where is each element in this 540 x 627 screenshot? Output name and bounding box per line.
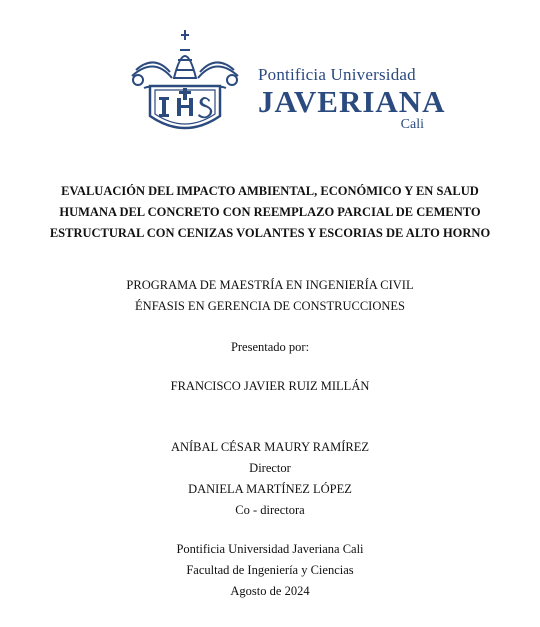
faculty-name: Facultad de Ingeniería y Ciencias xyxy=(186,563,354,577)
director-role: Director xyxy=(249,461,291,475)
author-name: FRANCISCO JAVIER RUIZ MILLÁN xyxy=(170,379,370,393)
program-name: PROGRAMA DE MAESTRÍA EN INGENIERÍA CIVIL xyxy=(126,278,414,292)
program-block xyxy=(0,275,540,317)
thesis-title-line: HUMANA DEL CONCRETO CON REEMPLAZO PARCIAL DE CEMENTO xyxy=(59,205,481,219)
presented-by-label: Presentado por: xyxy=(230,340,310,354)
director-name: ANÍBAL CÉSAR MAURY RAMÍREZ xyxy=(170,440,370,454)
university-logo xyxy=(124,26,446,138)
thesis-title xyxy=(30,181,510,244)
document-date: Agosto de 2024 xyxy=(230,584,310,598)
institution-block xyxy=(0,539,540,602)
logo-wordmark xyxy=(258,65,446,132)
thesis-title-line: ESTRUCTURAL CON CENIZAS VOLANTES Y ESCORIAS DE ALTO HORNO xyxy=(49,226,491,240)
codirector-name: DANIELA MARTÍNEZ LÓPEZ xyxy=(188,482,352,496)
institution-name: Pontificia Universidad Javeriana Cali xyxy=(176,542,364,556)
advisors-block xyxy=(0,437,540,521)
logo-javeriana-line: JAVERIANA xyxy=(258,84,446,119)
logo-university-line: Pontificia Universidad xyxy=(258,65,416,84)
logo-city-line: Cali xyxy=(400,117,424,132)
program-emphasis: ÉNFASIS EN GERENCIA DE CONSTRUCCIONES xyxy=(135,299,405,313)
thesis-title-line: EVALUACIÓN DEL IMPACTO AMBIENTAL, ECONÓMICO Y EN SALUD xyxy=(61,184,479,198)
javeriana-emblem-icon xyxy=(124,26,246,138)
codirector-role: Co - directora xyxy=(235,503,305,517)
